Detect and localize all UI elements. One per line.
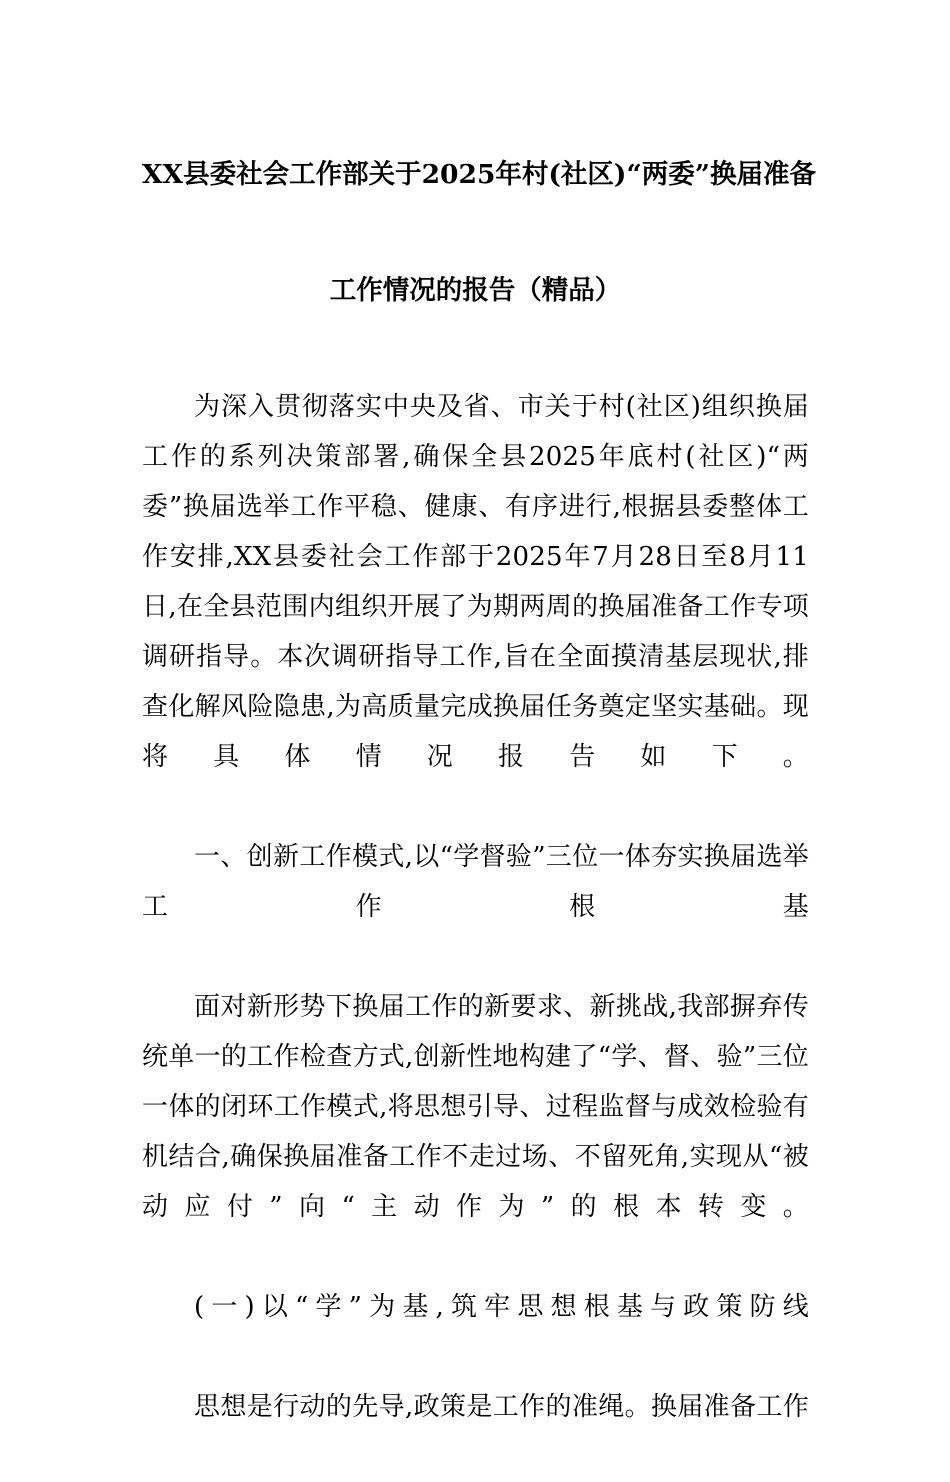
document-body [142,382,809,1482]
document-title-line-1: XX县委社会工作部关于2025年村(社区)“两委”换届准备 [142,159,816,190]
paragraph-subsection-1-1-body: 思想是行动的先导,政策是工作的准绳。换届准备工作 [194,1392,809,1422]
subsection-heading-1-1: (一)以“学”为基,筑牢思想根基与政策防线 [194,1292,809,1322]
document-title [142,150,816,316]
document-title-line-2: 工作情况的报告（精品） [329,275,622,306]
paragraph-intro: 为深入贯彻落实中央及省、市关于村(社区)组织换届工作的系列决策部署,确保全县2025年底村(社区)“两委”换届选举工作平稳、健康、有序进行,根据县委整体工作安排,XX县委社会工作部于2025年7月28日至8月11日,在全县范围内组织开展了为期两周的换届准备工作专项调研指导。本次调研指导工作,旨在全面摸清基层现状,排查化解风险隐患,为高质量完成换届任务奠定坚实基础。现将具体情况报告如下。 [142,392,809,772]
paragraph-section-1-body: 面对新形势下换届工作的新要求、新挑战,我部摒弃传统单一的工作检查方式,创新性地构建了“学、督、验”三位一体的闭环工作模式,将思想引导、过程监督与成效检验有机结合,确保换届准备工作不走过场、不留死角,实现从“被动应付”向“主动作为”的根本转变。 [142,992,809,1222]
section-heading-1: 一、创新工作模式,以“学督验”三位一体夯实换届选举工作根基 [142,842,809,922]
